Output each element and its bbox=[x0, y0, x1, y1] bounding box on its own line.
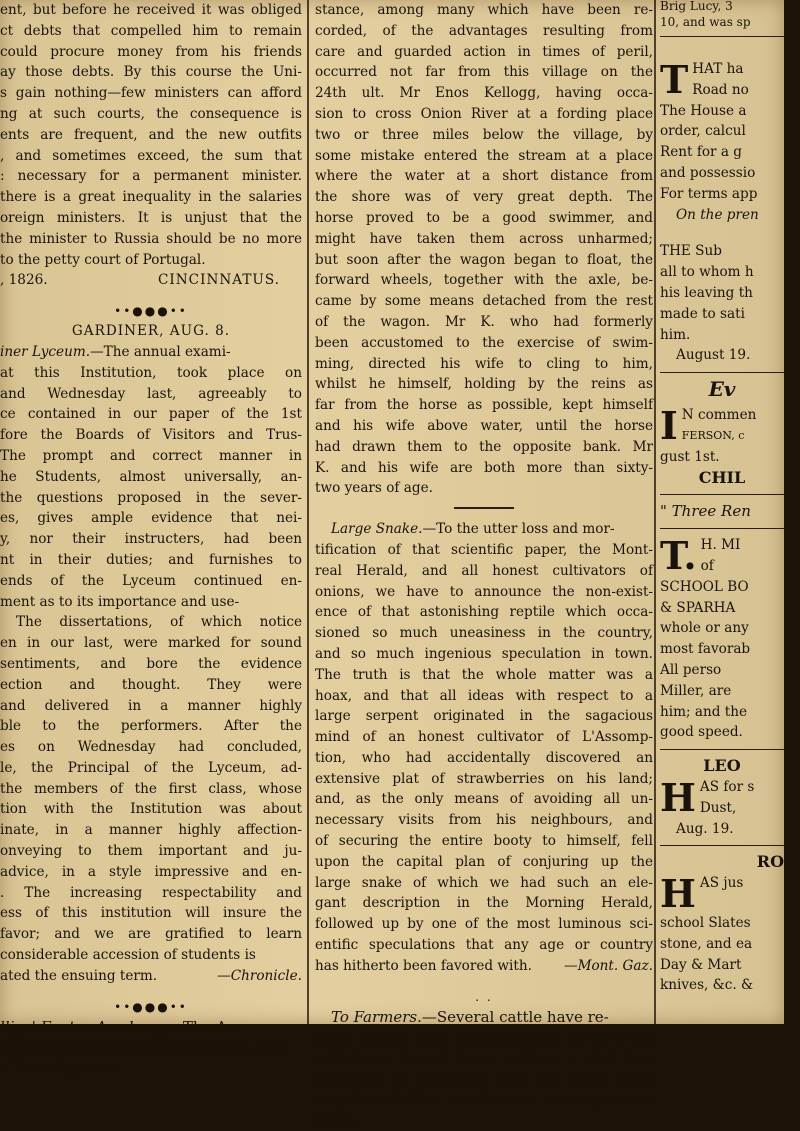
text-line: blic Exhibition at this institution will take bbox=[0, 1039, 286, 1056]
text-line: considerable accession of students is bbox=[0, 947, 256, 964]
chronicle-line bbox=[0, 966, 302, 987]
text-line: has hitherto been favored with. bbox=[315, 957, 532, 974]
text-line: ming, directed his wife to cling to him, bbox=[315, 355, 653, 372]
ad-sub-block bbox=[660, 241, 784, 345]
text-line: two or three miles below the village, by bbox=[315, 126, 653, 143]
text-line: ay those debts. By this course the Uni- bbox=[0, 64, 302, 81]
ad-h2-block bbox=[660, 873, 784, 996]
ad-h2-line: AS jus bbox=[699, 875, 744, 892]
ad-date: August 19. bbox=[676, 347, 751, 364]
ad-leo: LEO bbox=[703, 756, 741, 776]
text-line: The dissertations, of which notice bbox=[16, 614, 302, 631]
ad-rule bbox=[660, 494, 784, 495]
text-line: and, as the only means of avoiding all un- bbox=[315, 791, 653, 808]
ad-that-line: Road no bbox=[692, 81, 749, 98]
text-line: , and sometimes exceed, the sum that bbox=[0, 147, 302, 164]
text-line: ble to the performers. After the bbox=[0, 718, 302, 735]
text-line: knives, &c. & bbox=[660, 977, 754, 994]
text-line: cently died in Conn from eating the leaves of the bbox=[315, 1030, 653, 1045]
ad-that-rest bbox=[660, 101, 784, 205]
text-line: y, nor their instructers, had been bbox=[0, 531, 302, 548]
ad-h-line: Dust, bbox=[699, 799, 737, 816]
text-line: been accustomed to the exercise of swim- bbox=[315, 334, 653, 351]
ad-in-block bbox=[660, 405, 784, 467]
text-line: him. bbox=[660, 326, 691, 343]
text-line: leaves. bbox=[315, 1113, 357, 1128]
text-line: order, calcul bbox=[660, 123, 746, 140]
text-line: K. and his wife are both more than sixty- bbox=[315, 459, 653, 476]
text-line: fore the Boards of Visitors and Trus- bbox=[0, 427, 302, 444]
text-line: n Thursday next. bbox=[0, 1060, 117, 1077]
column-rule-1 bbox=[307, 0, 309, 1024]
text-line: All perso bbox=[660, 661, 722, 678]
text-line: SCHOOL BO bbox=[660, 578, 749, 595]
snake-first: —To the utter loss and mor- bbox=[422, 521, 615, 538]
snake-heading-line bbox=[315, 519, 653, 540]
text-line: some mistake entered the stream at a place bbox=[315, 147, 653, 164]
ornament-divider: ••●●●•• bbox=[114, 304, 188, 319]
text-line: came by some means detached from the rest bbox=[315, 293, 653, 310]
text-line: & SPARHA bbox=[660, 599, 736, 616]
text-line: to the petty court of Portugal. bbox=[0, 251, 206, 268]
text-line: : necessary for a permanent minister. bbox=[0, 168, 302, 185]
text-line: ng at such courts, the consequence is bbox=[0, 105, 302, 122]
short-rule bbox=[454, 507, 514, 509]
text-line: sentiments, and bore the evidence bbox=[0, 655, 302, 672]
text-line: en in our last, were marked for sound bbox=[0, 635, 302, 652]
exeter-title: llips' Exeter Academy. bbox=[0, 1017, 168, 1036]
ad-top-2: 10, and was sp bbox=[660, 15, 751, 29]
text-line: tion with the Institution was about bbox=[0, 801, 302, 818]
lyceum-heading-line bbox=[0, 342, 302, 363]
text-line: and so much ingenious speculation in town. bbox=[315, 645, 653, 662]
chronicle-credit: —Chronicle. bbox=[217, 967, 302, 984]
text-line: es, gives ample evidence that nei- bbox=[0, 510, 302, 527]
small-divider: . . bbox=[475, 989, 493, 1004]
text-line: far from the horse as possible, kept himself bbox=[315, 397, 653, 414]
text-line: stance, among many which have been re- bbox=[315, 2, 653, 18]
text-line: at this Institution, took place on bbox=[0, 364, 302, 381]
ad-rule bbox=[660, 528, 784, 529]
text-line: might have taken them across unharmed; bbox=[315, 230, 653, 247]
text-line: whole or any bbox=[660, 620, 749, 637]
column-middle bbox=[315, 0, 653, 1128]
text-line: followed up by one of the most luminous sci- bbox=[315, 916, 653, 933]
signoff-line bbox=[0, 270, 302, 291]
text-line: him; and the bbox=[660, 703, 748, 720]
text-line: of the wagon. Mr K. who had formerly bbox=[315, 313, 653, 330]
ad-th-rest bbox=[660, 577, 784, 743]
text-line: favor; and we are gratified to learn bbox=[0, 926, 302, 943]
last-line: ated the ensuing term. bbox=[0, 967, 158, 984]
text-line: onveying to them important and ju- bbox=[0, 843, 302, 860]
text-line: of securing the entire booty to himself, fell bbox=[315, 833, 653, 850]
text-line: extensive plat of strawberries on his land; bbox=[315, 770, 653, 787]
drop-cap-h: H bbox=[660, 774, 696, 820]
text-line: and his wife above water, until the horse bbox=[315, 417, 653, 434]
text-line: the members of the first class, whose bbox=[0, 780, 302, 797]
ad-rule bbox=[660, 36, 784, 37]
text-line: made to sati bbox=[660, 305, 745, 322]
ad-chil: CHIL bbox=[698, 467, 746, 487]
text-line: sion to cross Onion River at a fording place bbox=[315, 105, 653, 122]
text-line: Rent for a g bbox=[660, 144, 742, 161]
text-line: hoax, and that all ideas with respect to a bbox=[315, 687, 653, 704]
text-line: oreign ministers. It is unjust that the bbox=[0, 209, 302, 226]
text-line: Day & Mart bbox=[660, 956, 742, 973]
text-line: The prompt and correct manner in bbox=[0, 447, 302, 464]
text-line: wild cherry tree. A farmer in Penn. a short time bbox=[315, 1051, 653, 1066]
text-line: nt in their duties; and furnishes to bbox=[0, 551, 302, 568]
text-line: onions, we have to announce the non-exist- bbox=[315, 583, 653, 600]
text-line: tification of that scientific paper, the Mont- bbox=[315, 541, 653, 558]
snake-title: Large Snake. bbox=[331, 521, 423, 538]
text-line: but soon after the wagon began to float, the bbox=[315, 251, 653, 268]
text-line: school Slates bbox=[660, 915, 751, 932]
text-line: his leaving th bbox=[660, 284, 753, 301]
text-line: le, the Principal of the Lyceum, ad- bbox=[0, 759, 302, 776]
ad-ev-heading: Ev bbox=[708, 377, 736, 402]
text-line: had drawn them to the opposite bank. Mr bbox=[315, 438, 653, 455]
text-line: ct debts that compelled him to remain bbox=[0, 22, 302, 39]
column-right-ads bbox=[660, 0, 784, 1024]
ad-three: " Three Ren bbox=[660, 502, 751, 521]
text-line: ce contained in our paper of the 1st bbox=[0, 406, 302, 423]
signoff-date: , 1826. bbox=[0, 272, 48, 289]
text-line: the minister to Russia should be no more bbox=[0, 230, 302, 247]
text-line: the shore was of very great depth. The bbox=[315, 189, 653, 206]
text-line: tion, who had accidentally discovered an bbox=[315, 749, 653, 766]
ad-that-line: HAT ha bbox=[692, 61, 744, 77]
ad-rule bbox=[660, 749, 784, 750]
text-line: gant description in the Morning Herald, bbox=[315, 895, 653, 912]
text-line: since lost six fine cows, from the same cause: bbox=[315, 1072, 653, 1087]
text-line: forward wheels, together with the axle, be- bbox=[315, 272, 653, 289]
text-line: ment as to its importance and use- bbox=[0, 593, 240, 610]
ad-h2-rest bbox=[660, 913, 784, 996]
lyceum-title: iner Lyceum. bbox=[0, 343, 91, 360]
dateline: GARDINER, AUG. 8. bbox=[71, 323, 231, 340]
text-line: horse proved to be a good swimmer, and bbox=[315, 209, 653, 226]
text-line: THE Sub bbox=[660, 243, 722, 260]
text-line: and delivered in a manner highly bbox=[0, 697, 302, 714]
ad-in-line: FERSON, c bbox=[681, 428, 745, 442]
farmers-title: To Farmers. bbox=[331, 1007, 422, 1026]
gazette-credit: —Mont. Gaz. bbox=[563, 957, 653, 974]
text-line: and Wednesday last, agreeably to bbox=[0, 385, 302, 402]
farmers-first: —Several cattle have re- bbox=[421, 1007, 609, 1026]
text-line: necessary visits from his neighbours, and bbox=[315, 812, 653, 829]
text-line: 24th ult. Mr Enos Kellogg, having occa- bbox=[315, 85, 653, 102]
ad-that-italic: On the pren bbox=[676, 206, 759, 223]
drop-cap-t: T bbox=[660, 57, 689, 102]
ad-top-1: Brig Lucy, 3 bbox=[660, 0, 733, 13]
text-line: most favorab bbox=[660, 641, 751, 658]
text-line: inate, in a manner highly affection- bbox=[0, 822, 302, 839]
text-line: advice, in a style impressive and en- bbox=[0, 863, 302, 880]
text-line: corded, of the advantages resulting from bbox=[315, 22, 653, 39]
text-line: large snake of which we had such an ele- bbox=[315, 874, 653, 891]
drop-cap-t2: T. bbox=[660, 533, 697, 579]
text-line: The truth is that the whole matter was a bbox=[315, 666, 653, 683]
lyceum-paragraph-1 bbox=[0, 363, 302, 613]
text-line: whilst he himself, holding by the reins as bbox=[315, 376, 653, 393]
text-line: ence of that astonishing reptile which occa- bbox=[315, 604, 653, 621]
column-rule-2 bbox=[654, 0, 656, 1024]
column-left bbox=[0, 0, 302, 1077]
text-line: s gain nothing—few ministers can afford bbox=[0, 85, 302, 102]
text-line: there is a great inequality in the salaries bbox=[0, 189, 302, 206]
ad-ro: RO bbox=[756, 852, 784, 872]
ad-in-line: N commen bbox=[681, 407, 757, 424]
text-line: es on Wednesday had concluded, bbox=[0, 739, 302, 756]
text-line: . The increasing respectability and bbox=[0, 884, 302, 901]
drop-cap-h2: H bbox=[660, 871, 696, 917]
river-paragraph bbox=[315, 0, 653, 499]
farmers-heading-line bbox=[315, 1007, 653, 1028]
text-line: ends of the Lyceum continued en- bbox=[0, 572, 302, 589]
lyceum-paragraph-2 bbox=[0, 612, 302, 966]
text-line: good speed. bbox=[660, 724, 743, 741]
ad-rule bbox=[660, 372, 784, 373]
text-line: real Herald, and all honest cultivators of bbox=[315, 562, 653, 579]
farmers-paragraph bbox=[315, 1027, 653, 1131]
letter-closing-paragraph bbox=[0, 0, 302, 270]
text-line: occurred not far from this village on the bbox=[315, 64, 653, 81]
ad-th-line: of bbox=[700, 557, 714, 574]
text-line: entific speculations that any age or country bbox=[315, 937, 653, 954]
text-line: Miller, are bbox=[660, 682, 732, 699]
text-line: For terms app bbox=[660, 185, 758, 202]
ad-h-date: Aug. 19. bbox=[676, 820, 734, 837]
exeter-paragraph bbox=[0, 1037, 302, 1079]
drop-cap-i: I bbox=[660, 403, 678, 449]
text-line: ent, but before he received it was obliged bbox=[0, 2, 302, 18]
text-line: mind of an honest cultivator of L'Assomp- bbox=[315, 729, 653, 746]
text-line: he Students, almost universally, an- bbox=[0, 468, 302, 485]
ad-h-block bbox=[660, 774, 784, 839]
text-line: care and guarded action in times of peril, bbox=[315, 43, 653, 60]
ad-rule bbox=[660, 845, 784, 846]
text-line: stone, and ea bbox=[660, 935, 753, 952]
text-line: all to whom h bbox=[660, 264, 754, 281]
ad-th-block bbox=[660, 535, 784, 743]
text-line: upon the capital plan of conjuring up the bbox=[315, 853, 653, 870]
ad-h-line: AS for s bbox=[699, 778, 755, 795]
text-line: and possessio bbox=[660, 164, 756, 181]
text-line: The House a bbox=[660, 102, 747, 119]
lyceum-first: —The annual exami- bbox=[90, 343, 231, 360]
text-line: sioned so much uneasiness in the country, bbox=[315, 625, 653, 642]
snake-paragraph bbox=[315, 540, 653, 977]
ornament-divider-2: ••●●●•• bbox=[114, 999, 188, 1014]
text-line: ection and thought. They were bbox=[0, 676, 302, 693]
ad-in-line: gust 1st. bbox=[660, 448, 720, 465]
text-line: large serpent originated in the sagacious bbox=[315, 708, 653, 725]
ad-that-block bbox=[660, 59, 784, 225]
text-line: the questions proposed in the sever- bbox=[0, 489, 302, 506]
text-line: they died in half an hour from the time they ate the bbox=[315, 1092, 653, 1107]
exeter-heading-line bbox=[0, 1017, 302, 1038]
text-line: where the water at a short distance from bbox=[315, 168, 653, 185]
text-line: ess of this institution will insure the bbox=[0, 905, 302, 922]
signoff-name: CINCINNATUS. bbox=[158, 272, 280, 289]
text-line: could procure money from his friends bbox=[0, 43, 302, 60]
exeter-first: —The An- bbox=[167, 1017, 242, 1036]
text-line: ents are frequent, and the new outfits bbox=[0, 126, 302, 143]
text-line: two years of age. bbox=[315, 480, 433, 497]
ad-th-line: H. MI bbox=[700, 537, 741, 554]
